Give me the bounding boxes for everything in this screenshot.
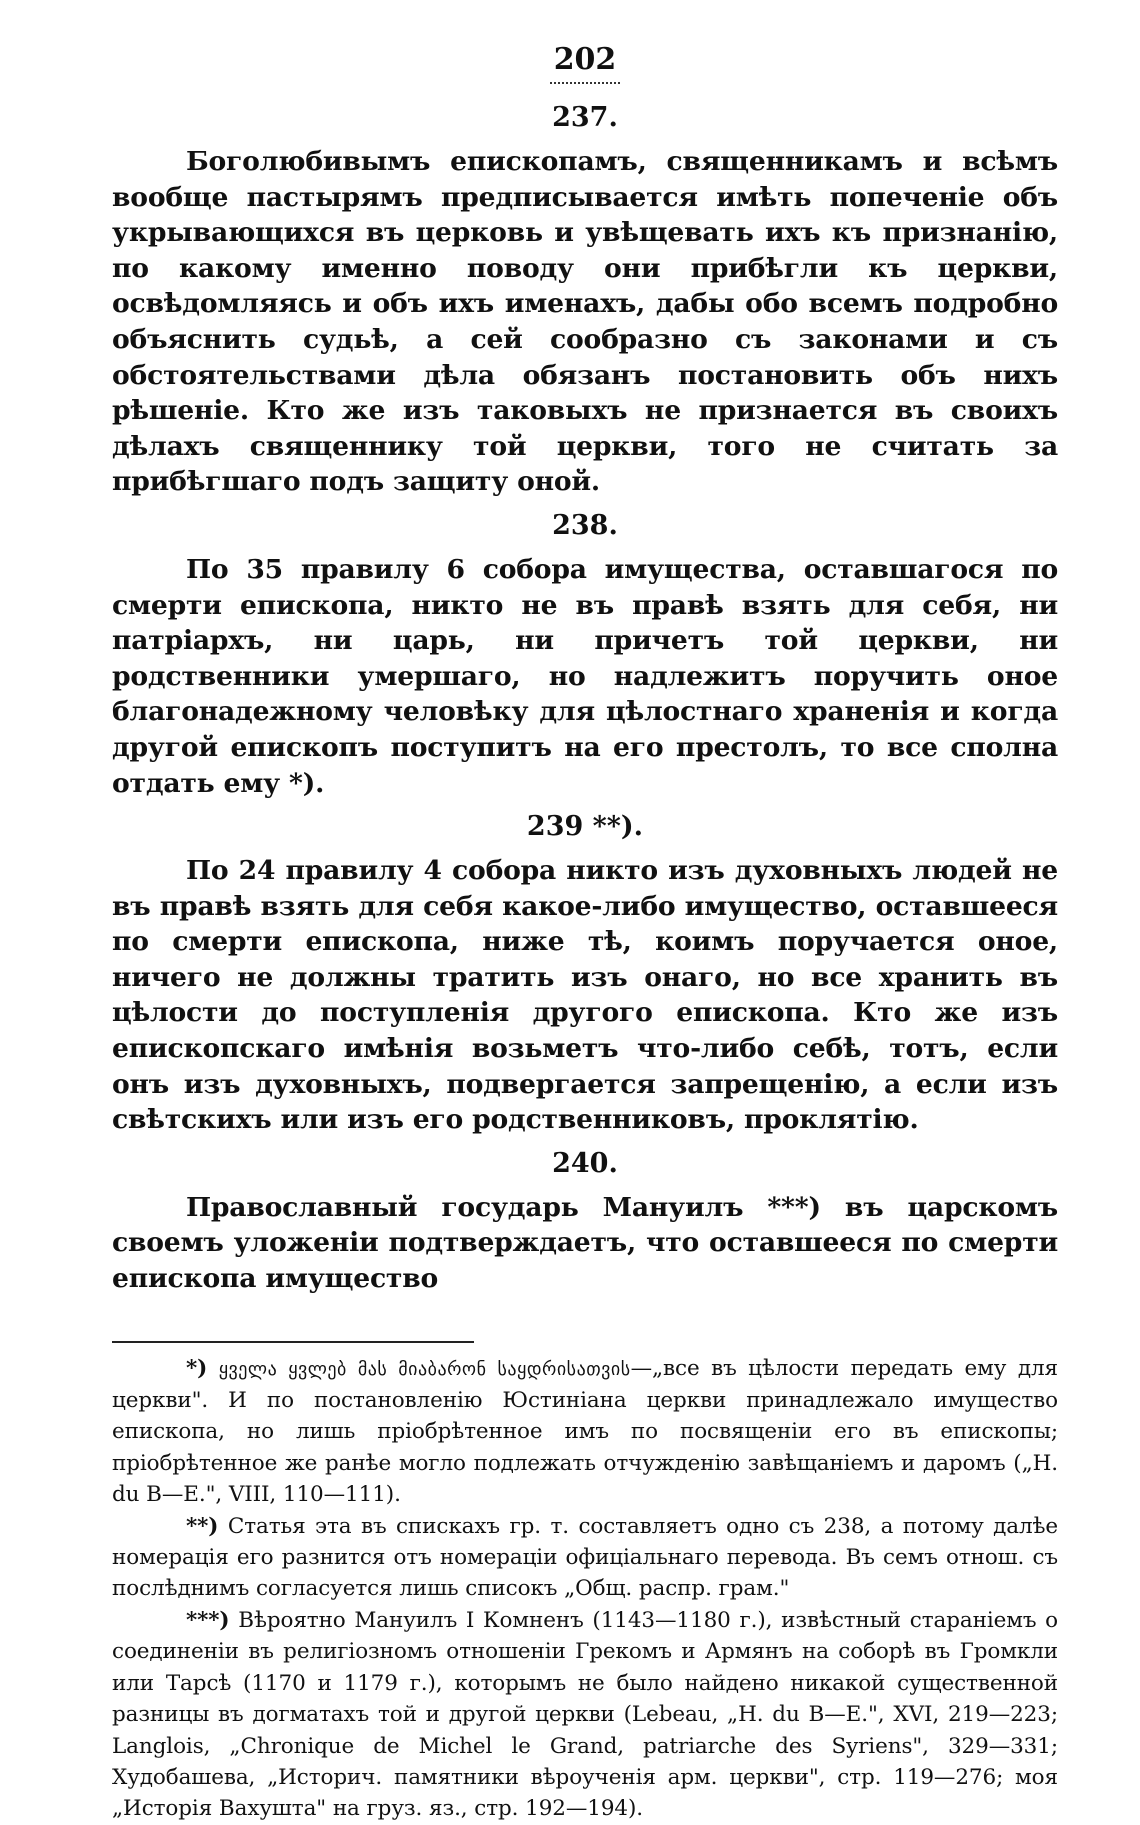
article-heading: 237.: [552, 102, 618, 133]
book-page: [112, 40, 1058, 1825]
georgian-quote: ყველა ყვლებ მას მიაბარონ საყდრისათვის: [218, 1358, 631, 1380]
footnote-marker: *): [186, 1355, 208, 1381]
footnote-3: [112, 1605, 1058, 1825]
article-heading: 238.: [552, 509, 618, 541]
footnote-text: Статья эта въ спискахъ гр. т. составляетъ одно съ 238, а потому далѣе номерація его разнится отъ номераціи офиціальнаго перевода. Въ семъ отнош. съ послѣднимъ согласуется лишь списокъ „Общ. распр. грам.": [112, 1513, 1059, 1602]
footnote-marker: ***): [186, 1607, 230, 1633]
footnote-2: [112, 1511, 1058, 1605]
article-238: [112, 506, 1058, 801]
article-237: [112, 98, 1058, 500]
article-text: По 24 правилу 4 собора никто изъ духовныхъ людей не въ правѣ взять для себя какое-либо имущество, оставшееся по смерти епископа, ниже тѣ, коимъ поручается оное, ничего не должны тратить изъ онаго, но все хранить въ цѣлости до поступленія другого епископа. Кто же изъ епископскаго имѣнія возьметъ что-либо себѣ, тотъ, если онъ изъ духовныхъ, подвергается запрещенію, а если изъ свѣтскихъ или изъ его родственниковъ, проклятію.: [112, 855, 1058, 1136]
article-239: [112, 807, 1058, 1138]
footnote-marker: **): [186, 1513, 219, 1539]
article-text: Боголюбивымъ епископамъ, священникамъ и всѣмъ вообще пастырямъ предписывается имѣть попеченіе объ укрывающихся въ церковь и увѣщевать ихъ къ признанію, по какому именно поводу они прибѣгли къ церкви, освѣдомляясь и объ ихъ именахъ, дабы обо всемъ подробно объяснить судьѣ, а сей сообразно съ законами и съ обстоятельствами дѣла обязанъ постановить объ нихъ рѣшеніе. Кто же изъ таковыхъ не признается въ своихъ дѣлахъ священнику той церкви, того не считать за прибѣгшаго подъ защиту оной.: [112, 146, 1058, 498]
footnote-divider: [112, 1341, 474, 1343]
article-heading: 239 **).: [526, 811, 644, 843]
article-heading: 240.: [552, 1147, 618, 1179]
article-240: [112, 1144, 1058, 1297]
article-text: По 35 правилу 6 собора имущества, оставшагося по смерти епископа, никто не въ правѣ взять для себя, ни патріархъ, ни царь, ни причетъ той церкви, ни родственники умершаго, но надлежитъ поручить оное благонадежному человѣку для цѣлостнаго храненія и когда другой епископъ поступитъ на его престолъ, то все сполна отдать ему *).: [112, 553, 1058, 799]
footnote-1: [112, 1353, 1058, 1511]
footnotes: [112, 1353, 1058, 1825]
article-text: Православный государь Мануилъ ***) въ царскомъ своемъ уложеніи подтверждаетъ, что оставшееся по смерти епископа имущество: [112, 1191, 1058, 1295]
footnote-text: —„все въ цѣлости передать ему для церкви". И по постановленію Юстиніана церкви принадлежало имущество епископа, но лишь пріобрѣтенное имъ по посвященіи его въ епископы; пріобрѣтенное же ранѣе могло подлежать отчужденію завѣщаніемъ и даромъ („Н. du В—Е.", VIII, 110—111).: [112, 1355, 1058, 1508]
footnote-text: Вѣроятно Мануилъ I Комненъ (1143—1180 г.), извѣстный стараніемъ о соединеніи въ религіозномъ отношеніи Грекомъ и Армянъ на соборѣ въ Громкли или Тарсѣ (1170 и 1179 г.), которымъ не было найдено никакой существенной разницы въ догматахъ той и другой церкви (Lebeau, „Н. du В—Е.", XVI, 219—223; Langlois, „Chronique de Michel le Grand, patriarche des Syriens", 329—331; Худобашева, „Историч. памятники вѣроученія арм. церкви", стр. 119—276; моя „Исторія Вахушта" на груз. яз., стр. 192—194).: [112, 1607, 1058, 1822]
page-number: 202: [553, 42, 617, 77]
